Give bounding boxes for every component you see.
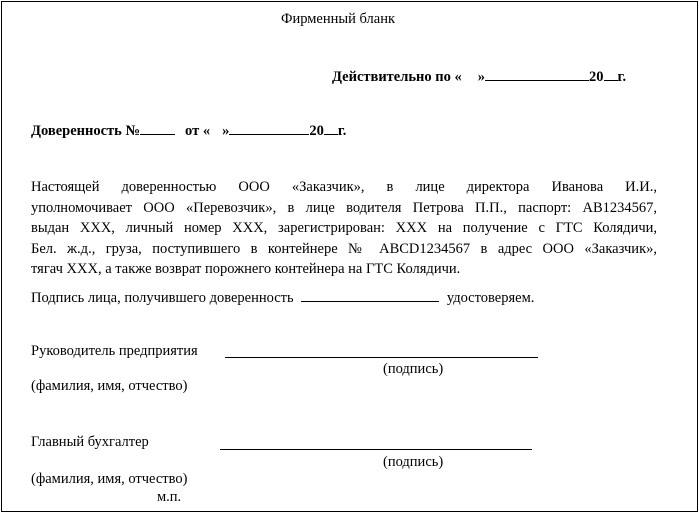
accountant-signature-caption: (подпись) [383, 454, 444, 470]
letterhead-title: Фирменный бланк [281, 11, 395, 27]
attorney-number-blank [140, 121, 175, 135]
body-line: тягач ХХХ, а также возврат порожнего контейнера на ГТС Колядичи. [31, 261, 461, 277]
validity-year-prefix: 20 [589, 69, 604, 85]
validity-year-blank [604, 67, 618, 81]
attorney-day-blank [210, 122, 222, 135]
attorney-quote-close: » [222, 123, 230, 139]
document-page [1, 1, 698, 512]
validity-day-blank [462, 68, 478, 81]
validity-month-blank [485, 67, 589, 81]
certification-prefix: Подпись лица, получившего доверенность [31, 290, 294, 306]
attorney-body-paragraph [31, 177, 657, 280]
attorney-year-suffix: г. [337, 123, 347, 139]
body-line: Бел. ж.д., груза, поступившего в контейнере № ABCD1234567 в адрес ООО «Заказчик», [31, 240, 657, 257]
stamp-place-label: м.п. [157, 489, 182, 505]
director-signature-line [225, 357, 538, 358]
validity-quote-close: » [477, 69, 486, 85]
body-line: Настоящей доверенностью ООО «Заказчик», в лице директора Иванова И.И., [31, 179, 657, 195]
attorney-label: Доверенность № [31, 123, 141, 139]
attorney-year-prefix: 20 [309, 123, 324, 139]
accountant-name-caption: (фамилия, имя, отчество) [31, 471, 188, 487]
accountant-label: Главный бухгалтер [31, 434, 149, 450]
validity-line [332, 67, 626, 86]
attorney-month-blank [229, 121, 309, 135]
certification-suffix: удостоверяем. [446, 290, 535, 306]
signature-certification-line [31, 288, 534, 307]
attorney-year-blank [324, 121, 338, 135]
director-label: Руководитель предприятия [31, 343, 198, 359]
certification-signature-blank [301, 288, 439, 302]
accountant-signature-line [220, 449, 532, 450]
validity-label: Действительно по « [332, 69, 462, 85]
attorney-line [31, 121, 346, 140]
director-signature-caption: (подпись) [383, 361, 444, 377]
body-line: выдан ХХХ, личный номер ХХХ, зарегистрирован: ХХХ на получение с ГТС Колядичи, [31, 220, 657, 236]
attorney-from-label: от « [185, 123, 211, 139]
director-name-caption: (фамилия, имя, отчество) [31, 378, 188, 394]
body-line: уполномочивает ООО «Перевозчик», в лице водителя Петрова П.П., паспорт: АВ1234567, [31, 199, 657, 216]
validity-year-suffix: г. [617, 69, 627, 85]
